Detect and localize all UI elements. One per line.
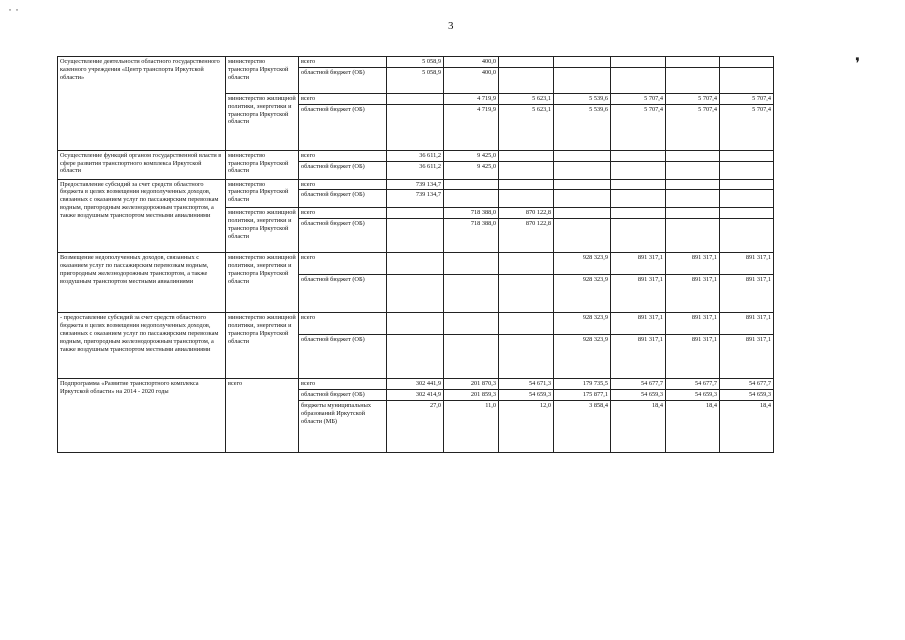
- executor-cell: министерство транспорта Иркутской области: [226, 57, 299, 94]
- source-cell: бюджеты муниципальных образований Иркутской области (МБ): [299, 401, 387, 453]
- value-cell: 5 623,1: [499, 93, 554, 104]
- value-cell: 302 441,9: [387, 379, 444, 390]
- value-cell: 5 707,4: [720, 104, 774, 150]
- value-cell: [387, 104, 444, 150]
- value-cell: [666, 208, 720, 219]
- value-cell: [444, 313, 499, 335]
- value-cell: [444, 275, 499, 313]
- value-cell: 54 659,3: [499, 390, 554, 401]
- value-cell: 400,0: [444, 57, 499, 68]
- activity-cell: Осуществление функций органом государственной власти в сфере развития транспортного комплекса Иркутской области: [58, 150, 226, 179]
- activity-cell: Возмещение недополученных доходов, связанных с оказанием услуг по пассажирским перевозкам водным, пригородным железнодорожным транспортом, а также воздушным транспортом местными авиалиниями: [58, 253, 226, 313]
- value-cell: [666, 150, 720, 161]
- value-cell: [720, 150, 774, 161]
- value-cell: 5 707,4: [666, 93, 720, 104]
- value-cell: 891 317,1: [720, 335, 774, 379]
- value-cell: 54 671,3: [499, 379, 554, 390]
- value-cell: 891 317,1: [666, 253, 720, 275]
- activity-cell: Осуществление деятельности областного государственного казенного учреждения «Центр транспорта Иркутской области»: [58, 57, 226, 151]
- value-cell: 54 659,3: [666, 390, 720, 401]
- value-cell: [499, 179, 554, 190]
- value-cell: 54 677,7: [666, 379, 720, 390]
- value-cell: [720, 179, 774, 190]
- value-cell: [444, 190, 499, 208]
- value-cell: 870 122,8: [499, 208, 554, 219]
- value-cell: [554, 67, 611, 93]
- value-cell: 891 317,1: [720, 313, 774, 335]
- value-cell: [666, 67, 720, 93]
- executor-cell: всего: [226, 379, 299, 453]
- value-cell: [666, 161, 720, 179]
- executor-cell: министерство жилищной политики, энергетики и транспорта Иркутской области: [226, 253, 299, 313]
- value-cell: 9 425,0: [444, 161, 499, 179]
- value-cell: 36 611,2: [387, 161, 444, 179]
- source-cell: областной бюджет (ОБ): [299, 104, 387, 150]
- value-cell: [720, 219, 774, 253]
- value-cell: 891 317,1: [611, 275, 666, 313]
- value-cell: 891 317,1: [611, 335, 666, 379]
- activity-cell: - предоставление субсидий за счет средств областного бюджета в целях возмещения недополученных доходов, связанных с оказанием услуг по пассажирским перевозкам водным, пригородным железнодорожным транспортом, а также воздушным транспортом местными авиалиниями: [58, 313, 226, 379]
- budget-table: [57, 56, 774, 453]
- executor-cell: министерство жилищной политики, энергетики и транспорта Иркутской области: [226, 208, 299, 253]
- value-cell: 175 877,1: [554, 390, 611, 401]
- value-cell: [499, 67, 554, 93]
- value-cell: 5 539,6: [554, 93, 611, 104]
- executor-cell: министерство жилищной политики, энергетики и транспорта Иркутской области: [226, 93, 299, 150]
- value-cell: [387, 253, 444, 275]
- source-cell: областной бюджет (ОБ): [299, 219, 387, 253]
- value-cell: [554, 219, 611, 253]
- value-cell: 5 623,1: [499, 104, 554, 150]
- value-cell: [554, 150, 611, 161]
- table-row: [58, 179, 774, 190]
- value-cell: [611, 208, 666, 219]
- table-row: [58, 150, 774, 161]
- value-cell: 739 134,7: [387, 190, 444, 208]
- value-cell: 400,0: [444, 67, 499, 93]
- source-cell: областной бюджет (ОБ): [299, 335, 387, 379]
- value-cell: 718 388,0: [444, 208, 499, 219]
- value-cell: 928 323,9: [554, 335, 611, 379]
- source-cell: всего: [299, 379, 387, 390]
- value-cell: 201 859,3: [444, 390, 499, 401]
- value-cell: 302 414,9: [387, 390, 444, 401]
- value-cell: [554, 161, 611, 179]
- table-row: [58, 57, 774, 68]
- executor-cell: министерство жилищной политики, энергетики и транспорта Иркутской области: [226, 313, 299, 379]
- value-cell: [611, 161, 666, 179]
- value-cell: [387, 93, 444, 104]
- value-cell: 54 677,7: [720, 379, 774, 390]
- source-cell: всего: [299, 253, 387, 275]
- value-cell: 4 719,9: [444, 93, 499, 104]
- value-cell: [611, 67, 666, 93]
- value-cell: [720, 57, 774, 68]
- value-cell: [499, 57, 554, 68]
- value-cell: [720, 190, 774, 208]
- table-row: [58, 313, 774, 335]
- value-cell: 5 058,9: [387, 57, 444, 68]
- scan-mark-top-left: ˙ ˙: [8, 6, 19, 20]
- table-row: [58, 379, 774, 390]
- value-cell: 54 659,3: [611, 390, 666, 401]
- value-cell: [666, 179, 720, 190]
- value-cell: 54 659,3: [720, 390, 774, 401]
- value-cell: [666, 57, 720, 68]
- value-cell: 27,0: [387, 401, 444, 453]
- value-cell: [387, 219, 444, 253]
- value-cell: [720, 67, 774, 93]
- value-cell: 891 317,1: [720, 253, 774, 275]
- source-cell: всего: [299, 93, 387, 104]
- source-cell: областной бюджет (ОБ): [299, 161, 387, 179]
- source-cell: всего: [299, 313, 387, 335]
- value-cell: [554, 179, 611, 190]
- value-cell: 718 388,0: [444, 219, 499, 253]
- value-cell: 4 719,9: [444, 104, 499, 150]
- value-cell: 870 122,8: [499, 219, 554, 253]
- value-cell: 18,4: [720, 401, 774, 453]
- value-cell: [387, 275, 444, 313]
- value-cell: 739 134,7: [387, 179, 444, 190]
- scan-mark-top-right: ❜: [855, 56, 861, 73]
- value-cell: 5 058,9: [387, 67, 444, 93]
- value-cell: 179 735,5: [554, 379, 611, 390]
- value-cell: [387, 335, 444, 379]
- value-cell: 3 858,4: [554, 401, 611, 453]
- value-cell: 9 425,0: [444, 150, 499, 161]
- source-cell: областной бюджет (ОБ): [299, 390, 387, 401]
- page-number: 3: [448, 20, 454, 32]
- activity-cell: Подпрограмма «Развитие транспортного комплекса Иркутской области» на 2014 - 2020 годы: [58, 379, 226, 453]
- value-cell: [387, 208, 444, 219]
- value-cell: [611, 190, 666, 208]
- value-cell: [499, 313, 554, 335]
- value-cell: 891 317,1: [666, 313, 720, 335]
- value-cell: [499, 253, 554, 275]
- source-cell: всего: [299, 150, 387, 161]
- value-cell: [611, 219, 666, 253]
- executor-cell: министерство транспорта Иркутской области: [226, 150, 299, 179]
- value-cell: 201 870,3: [444, 379, 499, 390]
- value-cell: [554, 190, 611, 208]
- source-cell: областной бюджет (ОБ): [299, 67, 387, 93]
- value-cell: [499, 335, 554, 379]
- value-cell: [611, 57, 666, 68]
- table-row: [58, 253, 774, 275]
- value-cell: [554, 57, 611, 68]
- value-cell: 18,4: [611, 401, 666, 453]
- value-cell: [499, 190, 554, 208]
- value-cell: 928 323,9: [554, 253, 611, 275]
- value-cell: 891 317,1: [666, 275, 720, 313]
- source-cell: областной бюджет (ОБ): [299, 275, 387, 313]
- value-cell: 54 677,7: [611, 379, 666, 390]
- value-cell: 5 539,6: [554, 104, 611, 150]
- value-cell: [444, 253, 499, 275]
- value-cell: 5 707,4: [611, 104, 666, 150]
- value-cell: [720, 208, 774, 219]
- value-cell: [499, 275, 554, 313]
- value-cell: [499, 161, 554, 179]
- value-cell: [720, 161, 774, 179]
- value-cell: 891 317,1: [720, 275, 774, 313]
- source-cell: всего: [299, 179, 387, 190]
- source-cell: областной бюджет (ОБ): [299, 190, 387, 208]
- value-cell: [444, 179, 499, 190]
- value-cell: 891 317,1: [666, 335, 720, 379]
- source-cell: всего: [299, 208, 387, 219]
- value-cell: 11,0: [444, 401, 499, 453]
- value-cell: 18,4: [666, 401, 720, 453]
- value-cell: 928 323,9: [554, 275, 611, 313]
- value-cell: 12,0: [499, 401, 554, 453]
- value-cell: [499, 150, 554, 161]
- value-cell: 5 707,4: [720, 93, 774, 104]
- value-cell: [387, 313, 444, 335]
- value-cell: 928 323,9: [554, 313, 611, 335]
- executor-cell: министерство транспорта Иркутской области: [226, 179, 299, 208]
- value-cell: 891 317,1: [611, 253, 666, 275]
- value-cell: [444, 335, 499, 379]
- value-cell: 36 611,2: [387, 150, 444, 161]
- value-cell: [554, 208, 611, 219]
- value-cell: [666, 190, 720, 208]
- value-cell: 5 707,4: [611, 93, 666, 104]
- value-cell: 891 317,1: [611, 313, 666, 335]
- value-cell: 5 707,4: [666, 104, 720, 150]
- value-cell: [666, 219, 720, 253]
- source-cell: всего: [299, 57, 387, 68]
- value-cell: [611, 150, 666, 161]
- activity-cell: Предоставление субсидий за счет средств областного бюджета в целях возмещения недополученных доходов, связанных с оказанием услуг по пассажирским перевозкам водным, пригородным железнодорожным транспортом, а также воздушным транспортом местными авиалиниями: [58, 179, 226, 253]
- value-cell: [611, 179, 666, 190]
